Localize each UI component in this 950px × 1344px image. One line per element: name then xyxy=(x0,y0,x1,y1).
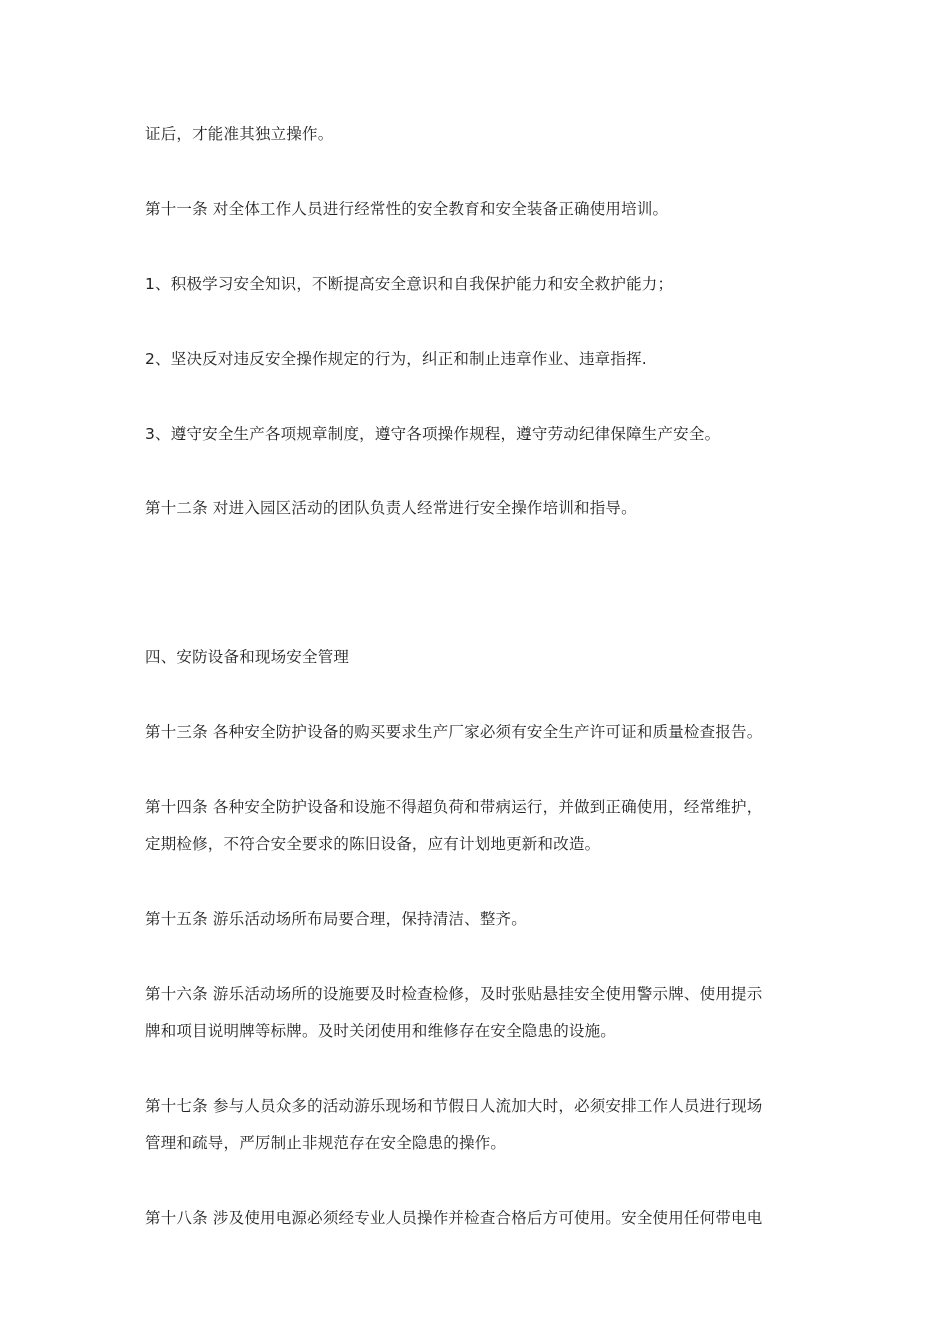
article-11-line: 第十一条 对全体工作人员进行经常性的安全教育和安全装备正确使用培训。 xyxy=(145,200,669,218)
section-heading: 四、安防设备和现场安全管理 xyxy=(145,648,350,666)
article-15-line: 第十五条 游乐活动场所布局要合理，保持清洁、整齐。 xyxy=(145,910,527,928)
article-17-line-2: 管理和疏导，严厉制止非规范存在安全隐患的操作。 xyxy=(145,1134,507,1152)
article-14-line-1: 第十四条 各种安全防护设备和设施不得超负荷和带病运行，并做到正确使用，经常维护， xyxy=(145,798,763,816)
article-16-line-2: 牌和项目说明牌等标牌。及时关闭使用和维修存在安全隐患的设施。 xyxy=(145,1022,617,1040)
article-12-line: 第十二条 对进入园区活动的团队负责人经常进行安全操作培训和指导。 xyxy=(145,499,637,517)
list-item-3: 3、遵守安全生产各项规章制度，遵守各项操作规程，遵守劳动纪律保障生产安全。 xyxy=(145,425,721,443)
list-item-1: 1、积极学习安全知识，不断提高安全意识和自我保护能力和安全救护能力； xyxy=(145,275,674,293)
article-17-line-1: 第十七条 参与人员众多的活动游乐现场和节假日人流加大时，必须安排工作人员进行现场 xyxy=(145,1097,763,1115)
article-13-line: 第十三条 各种安全防护设备的购买要求生产厂家必须有安全生产许可证和质量检查报告。 xyxy=(145,723,763,741)
article-18-line-1: 第十八条 涉及使用电源必须经专业人员操作并检查合格后方可使用。安全使用任何带电电 xyxy=(145,1209,763,1227)
list-item-2: 2、坚决反对违反安全操作规定的行为，纠正和制止违章作业、违章指挥. xyxy=(145,350,647,368)
paragraph-line: 证后，才能准其独立操作。 xyxy=(145,125,334,143)
article-14-line-2: 定期检修，不符合安全要求的陈旧设备，应有计划地更新和改造。 xyxy=(145,835,601,853)
article-16-line-1: 第十六条 游乐活动场所的设施要及时检查检修，及时张贴悬挂安全使用警示牌、使用提示 xyxy=(145,985,763,1003)
